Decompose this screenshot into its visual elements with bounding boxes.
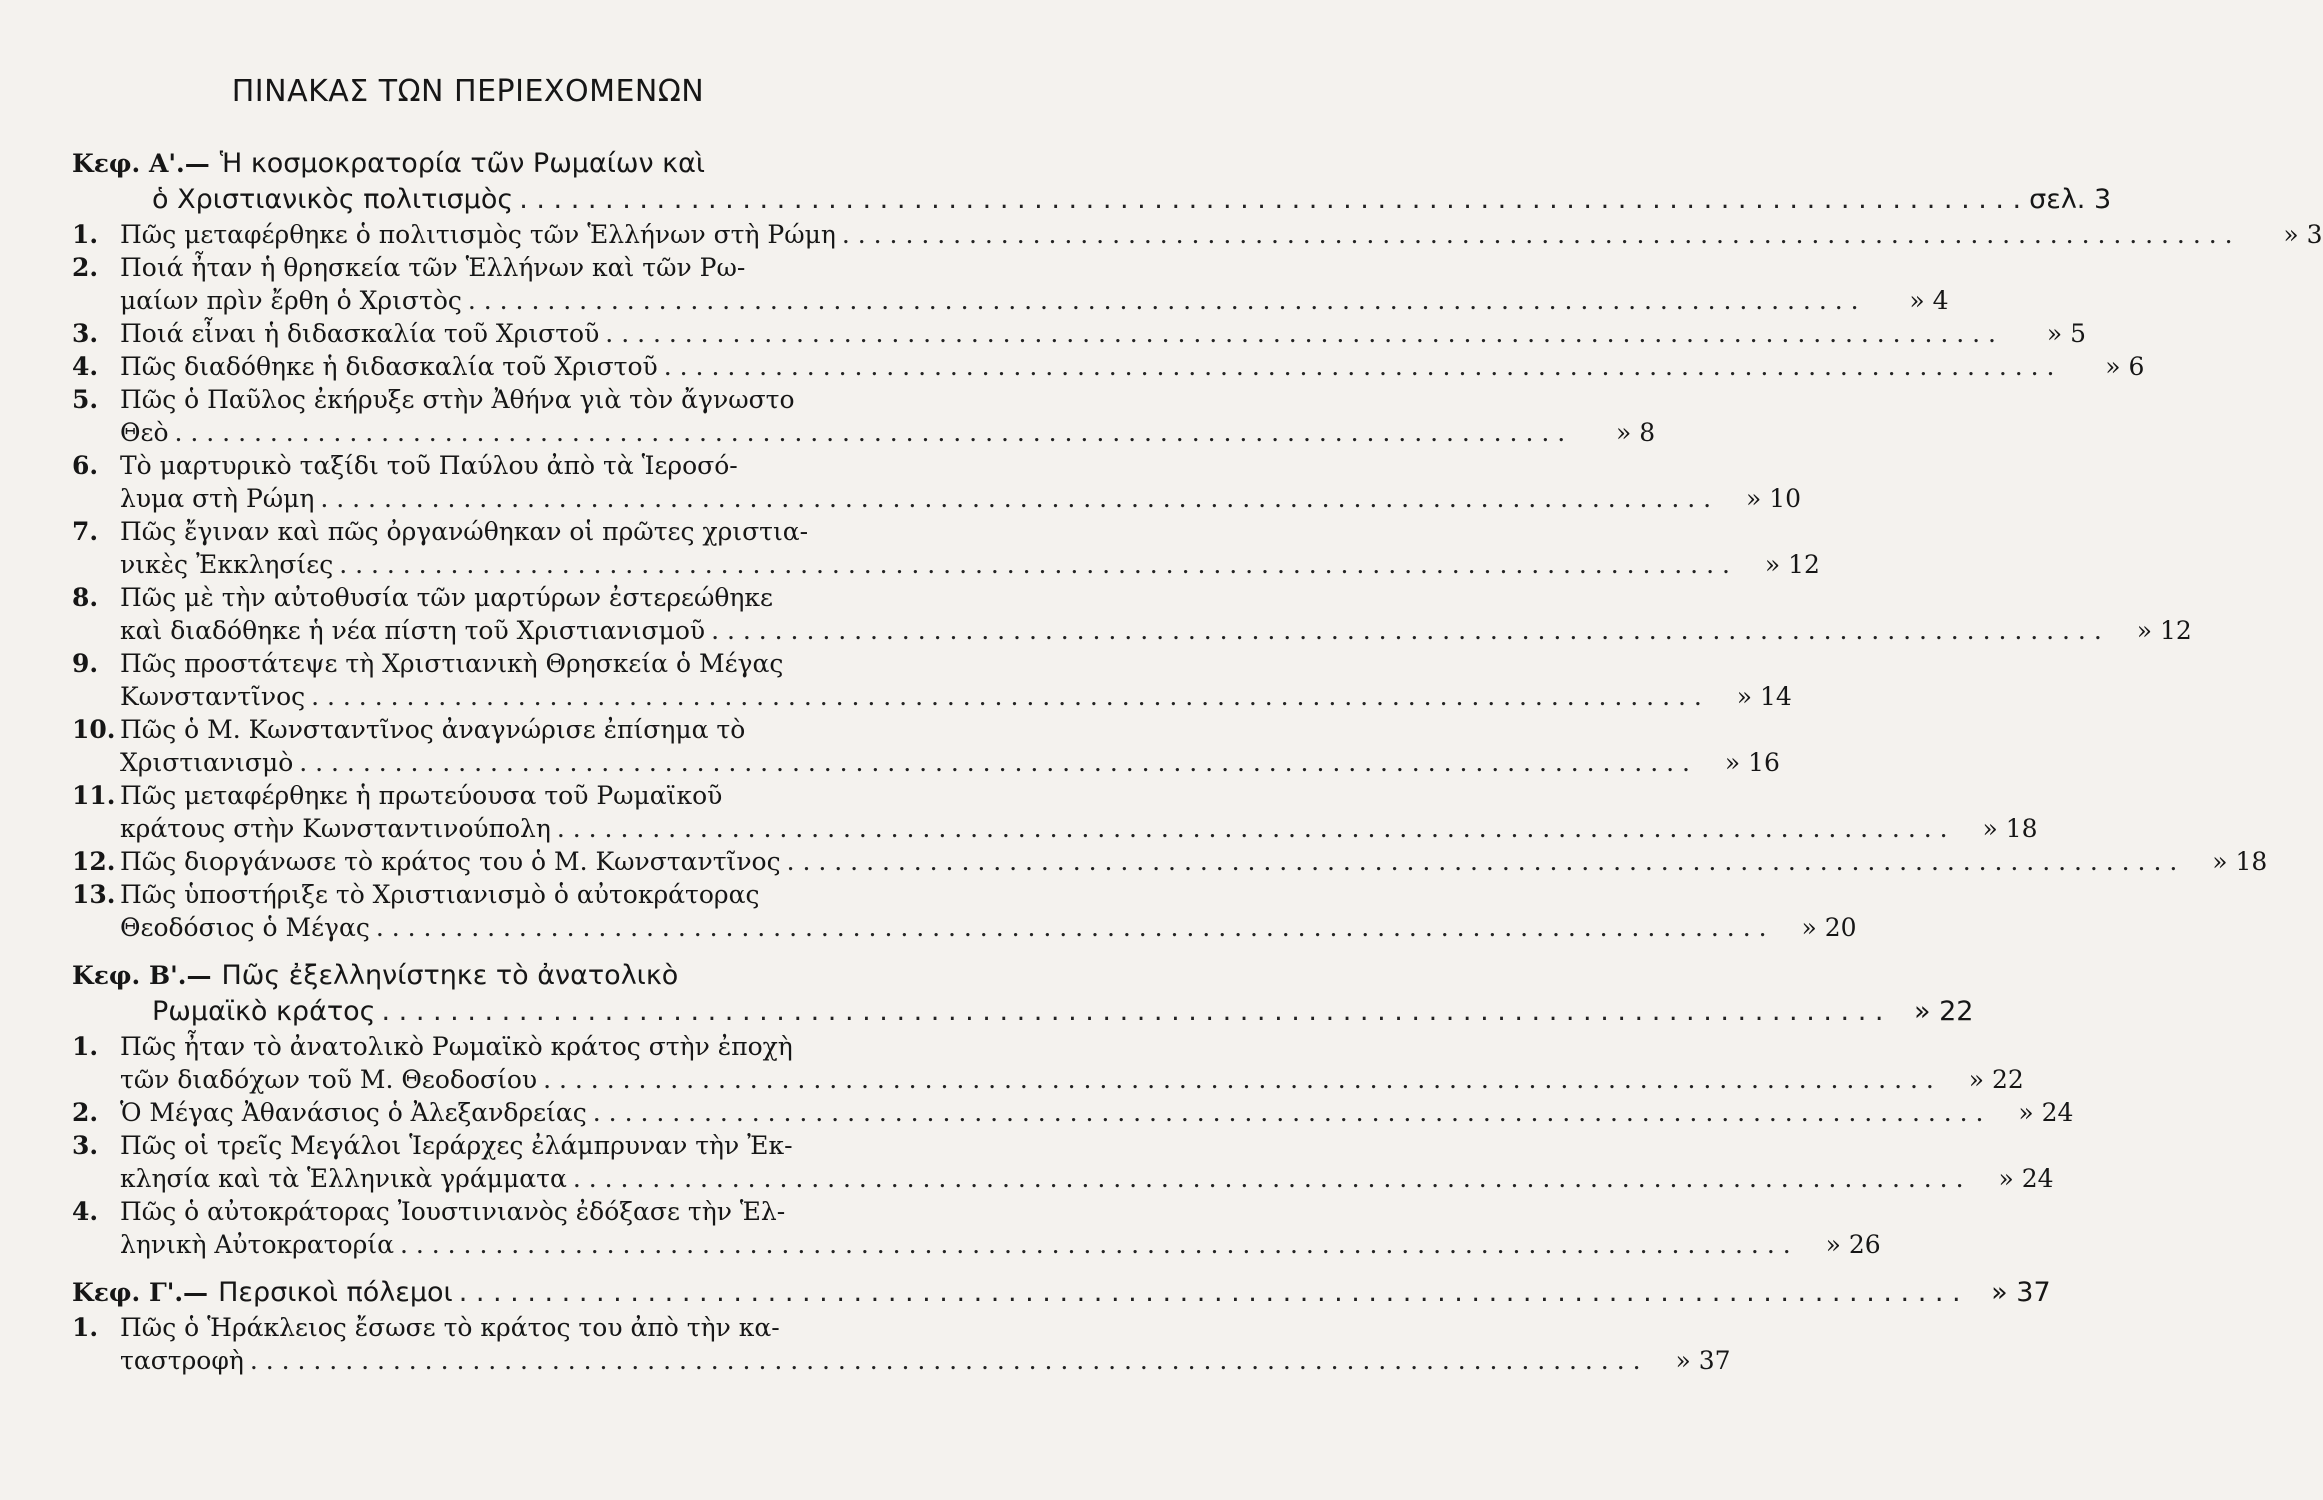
entry-body: [120, 1096, 2073, 1129]
leader-dots: [462, 284, 1859, 317]
entry-text: Πῶς ἔγιναν καὶ πῶς ὀργανώθηκαν οἱ πρῶτες χριστια-: [120, 517, 809, 546]
entry-line: [120, 614, 2192, 647]
toc-entry: [72, 449, 1802, 515]
entry-line: [120, 383, 1655, 416]
entry-text: Πῶς ὑποστήριξε τὸ Χριστιανισμὸ ὁ αὐτοκράτορας: [120, 880, 760, 909]
entry-body: [120, 1311, 1731, 1377]
entry-body: [120, 515, 1820, 581]
entry-line: [120, 449, 1801, 482]
page-number: » 37: [1991, 1277, 2051, 1308]
entry-text: τῶν διαδόχων τοῦ Μ. Θεοδοσίου: [120, 1065, 538, 1094]
chapter-heading: [72, 1275, 2051, 1311]
page-number: » 18: [2212, 847, 2268, 876]
entry-number: 1.: [72, 220, 99, 249]
entry-body: [120, 218, 2323, 251]
entry-number: 13.: [72, 880, 116, 909]
entry-number: 3.: [72, 1131, 99, 1160]
entry-number: 4.: [72, 352, 99, 381]
page-number: σελ. 3: [2029, 184, 2112, 215]
entry-line: [120, 878, 1857, 911]
chapter-title-line2: Ρωμαϊκὸ κράτος: [152, 996, 376, 1027]
entry-text: Θεὸ: [120, 418, 169, 447]
toc-entry: [72, 647, 1792, 713]
entry-text: Πῶς μεταφέρθηκε ἡ πρωτεύουσα τοῦ Ρωμαϊκοῦ: [120, 781, 723, 810]
entry-text: Πῶς διοργάνωσε τὸ κράτος του ὁ Μ. Κωνσταντῖνος: [120, 847, 781, 876]
chapter-title-cont: [72, 994, 1974, 1030]
page-number: » 10: [1746, 484, 1802, 513]
entry-body: [120, 251, 1949, 317]
entry-number: 1.: [72, 1313, 99, 1342]
entry-text: Πῶς ἦταν τὸ ἀνατολικὸ Ρωμαϊκὸ κράτος στὴν ἐποχὴ: [120, 1032, 793, 1061]
chapter-heading: [72, 146, 862, 182]
entry-line: [120, 1096, 2073, 1129]
entry-text: Ὁ Μέγας Ἀθανάσιος ὁ Ἀλεξανδρείας: [120, 1098, 587, 1127]
chapter-title: Πῶς ἐξελληνίστηκε τὸ ἀνατολικὸ: [221, 960, 679, 991]
toc-entry: [72, 383, 1656, 449]
entry-text: καὶ διαδόθηκε ἡ νέα πίστη τοῦ Χριστιανισμοῦ: [120, 616, 706, 645]
chapter-label: Κεφ. Β'.—: [72, 961, 212, 990]
toc-entry: [72, 845, 2268, 878]
entry-line: [120, 218, 2323, 251]
entry-line: [120, 1311, 1731, 1344]
toc-entry: [72, 251, 1949, 317]
leader-dots: [370, 911, 1767, 944]
page-number: » 22: [1968, 1065, 2024, 1094]
entry-number: 7.: [72, 517, 99, 546]
entry-text: Πῶς προστάτεψε τὴ Χριστιανικὴ Θρησκεία ὁ Μέγας: [120, 649, 784, 678]
leader-dots: [599, 317, 1996, 350]
entry-text: Πῶς οἱ τρεῖς Μεγάλοι Ἱεράρχες ἐλάμπρυναν τὴν Ἐκ-: [120, 1131, 793, 1160]
entry-number: 11.: [72, 781, 116, 810]
entry-text: Πῶς μεταφέρθηκε ὁ πολιτισμὸς τῶν Ἑλλήνων στὴ Ρώμη: [120, 220, 836, 249]
entry-line: [120, 1030, 2024, 1063]
entry-body: [120, 878, 1857, 944]
entry-line: [120, 251, 1949, 284]
page-number: » 22: [1913, 996, 1974, 1027]
toc-entry: [72, 1030, 2024, 1096]
section-gap: [72, 1261, 862, 1275]
entry-number: 1.: [72, 1032, 99, 1061]
entry-line: [120, 1344, 1731, 1377]
section-gap: [72, 944, 862, 958]
entry-body: [120, 449, 1801, 515]
entry-text: Πῶς ὁ Μ. Κωνσταντῖνος ἀναγνώρισε ἐπίσημα τὸ: [120, 715, 746, 744]
table-of-contents: [72, 146, 2323, 1377]
page-number: » 18: [1982, 814, 2038, 843]
entry-text: Θεοδόσιος ὁ Μέγας: [120, 913, 370, 942]
entry-number: 10.: [72, 715, 116, 744]
entry-line: [120, 416, 1655, 449]
entry-text: κράτους στὴν Κωνσταντινούπολη: [120, 814, 551, 843]
entry-body: [120, 845, 2267, 878]
leader-dots: [537, 1063, 1934, 1096]
leader-dots: [333, 548, 1730, 581]
entry-text: Χριστιανισμὸ: [120, 748, 294, 777]
leader-dots: [551, 812, 1948, 845]
entry-number: 2.: [72, 253, 99, 282]
entry-text: Πῶς ὁ Ἡράκλειος ἔσωσε τὸ κράτος του ἀπὸ τὴν κα-: [120, 1313, 780, 1342]
leader-dots: [836, 218, 2233, 251]
toc-entry: [72, 1129, 2054, 1195]
entry-line: [120, 1162, 2054, 1195]
entry-number: 12.: [72, 847, 116, 876]
toc-entry: [72, 713, 1780, 779]
page-number: » 8: [1616, 418, 1656, 447]
page-number: » 24: [2018, 1098, 2074, 1127]
page-number: » 26: [1825, 1230, 1881, 1259]
page-number: » 24: [1998, 1164, 2054, 1193]
chapter-heading: [72, 958, 862, 994]
entry-text: Πῶς μὲ τὴν αὐτοθυσία τῶν μαρτύρων ἐστερεώθηκε: [120, 583, 773, 612]
entry-number: 5.: [72, 385, 99, 414]
toc-entry: [72, 1096, 2074, 1129]
entry-line: [120, 548, 1820, 581]
toc-entry: [72, 515, 1820, 581]
leader-dots: [305, 680, 1702, 713]
page-number: » 14: [1736, 682, 1792, 711]
leader-dots: [376, 994, 1884, 1030]
entry-number: 3.: [72, 319, 99, 348]
toc-entry: [72, 317, 2086, 350]
entry-line: [120, 284, 1949, 317]
entry-line: [120, 812, 2038, 845]
entry-number: 6.: [72, 451, 99, 480]
leader-dots: [293, 746, 1690, 779]
chapter-block: [72, 1275, 2051, 1377]
entry-text: Ποιά εἶναι ἡ διδασκαλία τοῦ Χριστοῦ: [120, 319, 600, 348]
entry-text: νικὲς Ἐκκλησίες: [120, 550, 334, 579]
chapter-label: Κεφ. Γ'.—: [72, 1278, 209, 1307]
entry-text: ταστροφὴ: [120, 1346, 244, 1375]
page-number: » 4: [1909, 286, 1949, 315]
entry-body: [120, 317, 2086, 350]
toc-entry: [72, 581, 2192, 647]
leader-dots: [781, 845, 2178, 878]
page-number: » 16: [1724, 748, 1780, 777]
chapter-label: Κεφ. Α'.—: [72, 149, 210, 178]
entry-number: 2.: [72, 1098, 99, 1127]
entry-line: [120, 1063, 2024, 1096]
leader-dots: [567, 1162, 1964, 1195]
entry-number: 9.: [72, 649, 99, 678]
entry-body: [120, 383, 1655, 449]
entry-text: Κωνσταντῖνος: [120, 682, 306, 711]
entry-text: Ποιά ἦταν ἡ θρησκεία τῶν Ἑλλήνων καὶ τῶν Ρω-: [120, 253, 746, 282]
page-number: » 37: [1675, 1346, 1731, 1375]
entry-text: μαίων πρὶν ἔρθη ὁ Χριστὸς: [120, 286, 462, 315]
leader-dots: [658, 350, 2055, 383]
leader-dots: [513, 182, 2021, 218]
page-number: » 3: [2283, 220, 2323, 249]
entry-line: [120, 845, 2267, 878]
entry-body: [120, 350, 2144, 383]
leader-dots: [705, 614, 2102, 647]
entry-text: Πῶς διαδόθηκε ἡ διδασκαλία τοῦ Χριστοῦ: [120, 352, 658, 381]
leader-dots: [394, 1228, 1791, 1261]
entry-number: 8.: [72, 583, 99, 612]
entry-line: [120, 1129, 2054, 1162]
toc-entry: [72, 1195, 1881, 1261]
entry-body: [120, 713, 1780, 779]
entry-body: [120, 581, 2192, 647]
page-number: » 12: [2136, 616, 2192, 645]
toc-entry: [72, 1311, 1731, 1377]
leader-dots: [587, 1096, 1984, 1129]
entry-text: κλησία καὶ τὰ Ἑλληνικὰ γράμματα: [120, 1164, 567, 1193]
entry-line: [120, 779, 2038, 812]
toc-entry: [72, 779, 2038, 845]
entry-line: [120, 350, 2144, 383]
entry-line: [120, 911, 1857, 944]
entry-line: [120, 647, 1792, 680]
entry-line: [120, 317, 2086, 350]
chapter-title: Περσικοὶ πόλεμοι: [218, 1277, 453, 1308]
page-title: ΠΙΝΑΚΑΣ ΤΩΝ ΠΕΡΙΕΧΟΜΕΝΩΝ: [231, 74, 705, 109]
entry-text: Πῶς ὁ αὐτοκράτορας Ἰουστινιανὸς ἐδόξασε τὴν Ἑλ-: [120, 1197, 786, 1226]
chapter-title: Ἡ κοσμοκρατορία τῶν Ρωμαίων καὶ: [219, 148, 706, 179]
entry-number: 4.: [72, 1197, 99, 1226]
leader-dots: [244, 1344, 1641, 1377]
page-number: » 5: [2046, 319, 2086, 348]
chapter-block: [72, 958, 2074, 1261]
page-number: » 20: [1801, 913, 1857, 942]
entry-body: [120, 647, 1792, 713]
entry-line: [120, 1228, 1881, 1261]
page-number: » 12: [1764, 550, 1820, 579]
entry-text: λυμα στὴ Ρώμη: [120, 484, 315, 513]
entry-line: [120, 713, 1780, 746]
chapter-title-line2: ὁ Χριστιανικὸς πολιτισμὸς: [152, 184, 514, 215]
page-number: » 6: [2105, 352, 2145, 381]
entry-text: ληνικὴ Αὐτοκρατορία: [120, 1230, 394, 1259]
entry-body: [120, 1030, 2024, 1096]
chapter-block: [72, 146, 2323, 944]
entry-line: [120, 746, 1780, 779]
entry-text: Πῶς ὁ Παῦλος ἐκήρυξε στὴν Ἀθήνα γιὰ τὸν ἄγνωστο: [120, 385, 795, 414]
entry-text: Τὸ μαρτυρικὸ ταξίδι τοῦ Παύλου ἀπὸ τὰ Ἱεροσό-: [120, 451, 738, 480]
entry-line: [120, 680, 1792, 713]
toc-entry: [72, 878, 1857, 944]
entry-body: [120, 1129, 2054, 1195]
toc-entry: [72, 218, 2323, 251]
leader-dots: [314, 482, 1711, 515]
leader-dots: [169, 416, 1566, 449]
entry-body: [120, 779, 2038, 845]
entry-line: [120, 1195, 1881, 1228]
entry-body: [120, 1195, 1881, 1261]
entry-line: [120, 581, 2192, 614]
entry-line: [120, 515, 1820, 548]
leader-dots: [453, 1275, 1961, 1311]
entry-line: [120, 482, 1801, 515]
chapter-title-cont: [72, 182, 2112, 218]
toc-entry: [72, 350, 2145, 383]
